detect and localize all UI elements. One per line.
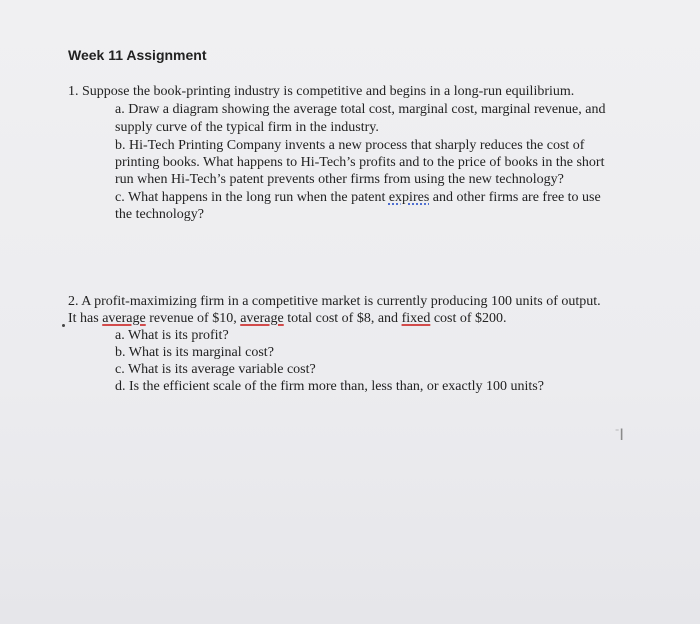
q1-part-b-line-3: run when Hi-Tech’s patent prevents other firms from using the new technology? [115,172,564,187]
spellcheck-word-expires[interactable]: expires [388,190,430,205]
q2-text-1: It has [68,311,103,326]
q2-prompt-line-2 [68,310,507,327]
spellcheck-word-average-1[interactable]: average [102,311,146,326]
q1-c-text-1: c. What happens in the long run when the patent [115,190,389,205]
q2-part-c: c. What is its average variable cost? [115,362,316,377]
assignment-title: Week 11 Assignment [68,47,207,63]
q1-part-a-line-1: a. Draw a diagram showing the average total cost, marginal cost, marginal revenue, and [115,102,606,117]
text-cursor-icon: ⁼I [615,425,624,444]
q2-part-d: d. Is the efficient scale of the firm more than, less than, or exactly 100 units? [115,379,544,394]
spellcheck-word-fixed[interactable]: fixed [401,311,431,326]
q1-c-text-2: and other firms are free to use [429,190,601,205]
q1-prompt: 1. Suppose the book-printing industry is competitive and begins in a long-run equilibrium. [68,84,575,99]
q1-part-c-line-2: the technology? [115,207,205,222]
q2-text-3: total cost of $8, and [283,311,402,326]
stray-mark [62,324,65,327]
q1-part-c-line-1 [115,189,601,206]
q1-part-b-line-1: b. Hi-Tech Printing Company invents a new process that sharply reduces the cost of [115,138,585,153]
q1-part-a-line-2: supply curve of the typical firm in the industry. [115,120,379,135]
q2-text-2: revenue of $10, [145,311,241,326]
q2-text-4: cost of $200. [430,311,507,326]
q2-prompt-line-1: 2. A profit-maximizing firm in a competitive market is currently producing 100 units of output. [68,294,601,309]
spellcheck-word-average-2[interactable]: average [240,311,284,326]
q2-part-a: a. What is its profit? [115,328,229,343]
q1-part-b-line-2: printing books. What happens to Hi-Tech’s profits and to the price of books in the short [115,155,605,170]
q2-part-b: b. What is its marginal cost? [115,345,274,360]
